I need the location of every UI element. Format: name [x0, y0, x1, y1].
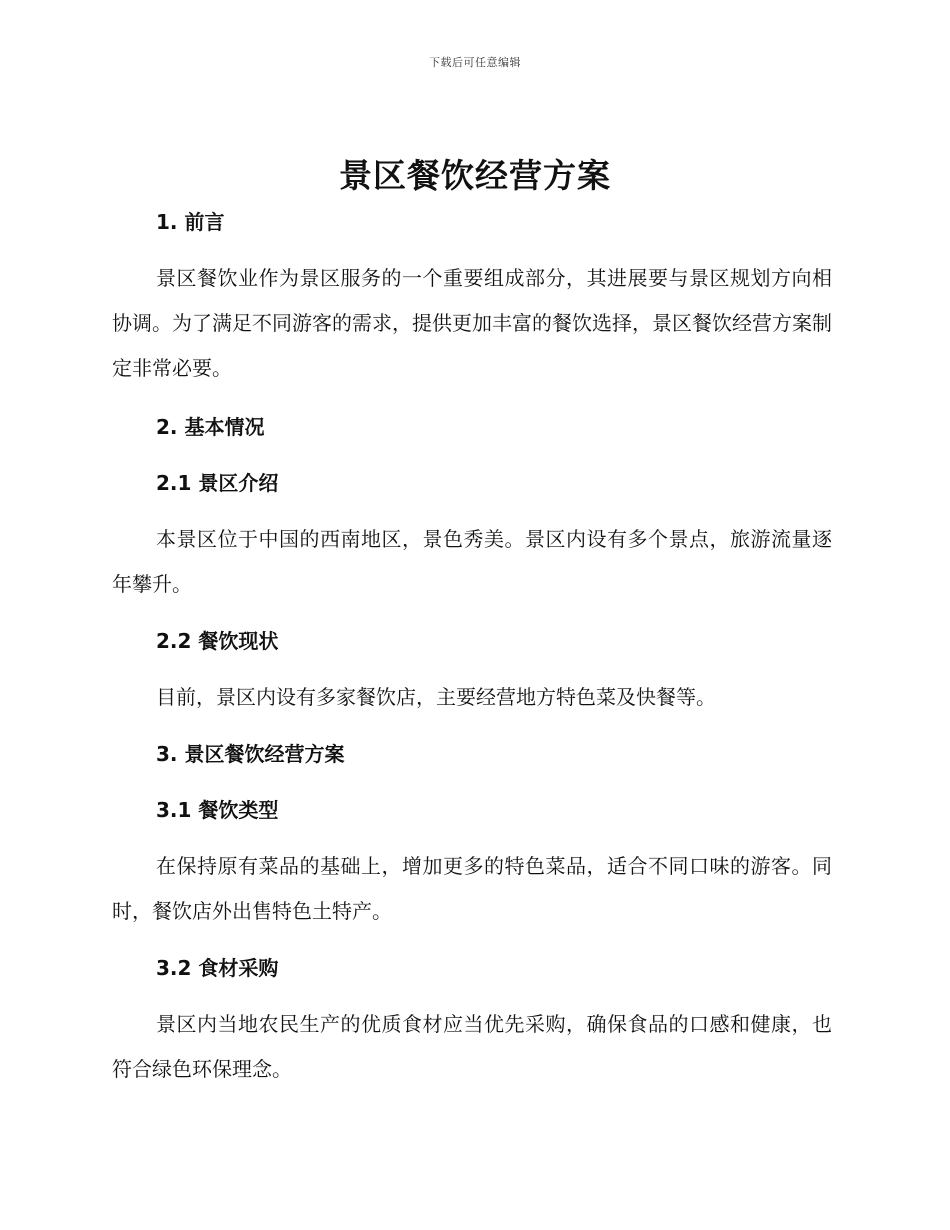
section-heading-basic-info: 2. 基本情况	[156, 415, 265, 439]
document-title: 景区餐饮经营方案	[339, 156, 611, 195]
paragraph-scenic-intro: 本景区位于中国的西南地区，景色秀美。景区内设有多个景点，旅游流量逐年攀升。	[112, 527, 832, 596]
section-heading-preface: 1. 前言	[156, 210, 225, 234]
paragraph-dining-types: 在保持原有菜品的基础上，增加更多的特色菜品，适合不同口味的游客。同时，餐饮店外出售特色土特产。	[112, 854, 832, 923]
header-note: 下载后可任意编辑	[429, 56, 521, 69]
section-heading-scenic-intro: 2.1 景区介绍	[156, 471, 279, 495]
paragraph-dining-status: 目前，景区内设有多家餐饮店，主要经营地方特色菜及快餐等。	[156, 685, 716, 709]
section-heading-dining-plan: 3. 景区餐饮经营方案	[156, 742, 345, 766]
paragraph-preface: 景区餐饮业作为景区服务的一个重要组成部分，其进展要与景区规划方向相协调。为了满足不同游客的需求，提供更加丰富的餐饮选择，景区餐饮经营方案制定非常必要。	[112, 266, 832, 380]
document-body	[112, 200, 832, 1092]
section-heading-ingredient-sourcing: 3.2 食材采购	[156, 956, 279, 980]
section-heading-dining-types: 3.1 餐饮类型	[156, 798, 279, 822]
paragraph-ingredient-sourcing: 景区内当地农民生产的优质食材应当优先采购，确保食品的口感和健康，也符合绿色环保理念。	[112, 1012, 832, 1081]
section-heading-dining-status: 2.2 餐饮现状	[156, 629, 279, 653]
